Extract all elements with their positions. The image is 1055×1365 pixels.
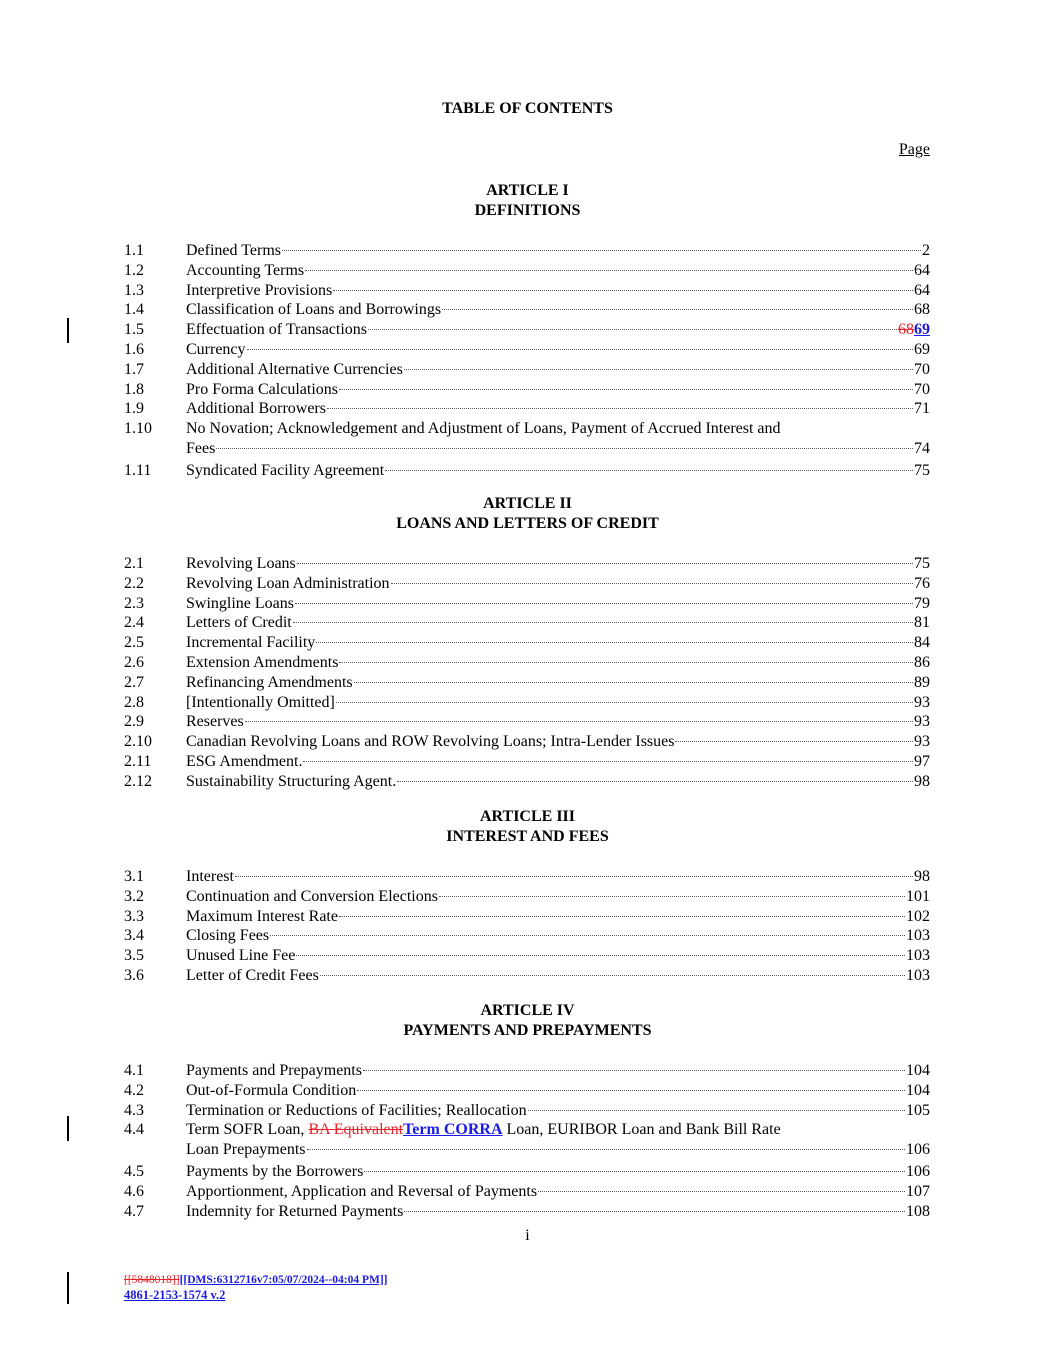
toc-entry[interactable] bbox=[124, 732, 930, 752]
dot-leader bbox=[391, 583, 913, 584]
page-ref[interactable]: 101 bbox=[906, 887, 930, 905]
article-label: ARTICLE III bbox=[479, 808, 576, 825]
section-number: 3.3 bbox=[124, 907, 144, 925]
section-number: 2.11 bbox=[124, 752, 152, 770]
title-suffix: Loan, EURIBOR Loan and Bank Bill Rate bbox=[502, 1121, 781, 1139]
toc-entry[interactable] bbox=[124, 399, 930, 419]
section-title[interactable]: Interest bbox=[186, 868, 234, 885]
dot-leader bbox=[354, 682, 913, 683]
change-bar-footer bbox=[67, 1272, 69, 1304]
document-footer bbox=[124, 1273, 388, 1303]
toc-entry[interactable] bbox=[124, 281, 930, 301]
page-ref[interactable]: 104 bbox=[906, 1062, 930, 1079]
dot-leader bbox=[235, 876, 913, 877]
section-title-line2[interactable]: Loan Prepayments bbox=[186, 1141, 306, 1159]
section-number: 1.1 bbox=[124, 242, 144, 259]
dot-leader bbox=[404, 1211, 905, 1212]
section-number: 2.5 bbox=[124, 634, 144, 652]
dot-leader bbox=[538, 1191, 905, 1192]
dot-leader bbox=[339, 662, 913, 663]
page-ref[interactable]: 68 bbox=[914, 301, 930, 319]
toc-entry[interactable] bbox=[124, 1081, 930, 1101]
toc-entry[interactable] bbox=[124, 554, 930, 574]
article-label: ARTICLE I bbox=[486, 182, 569, 199]
toc-entry[interactable] bbox=[124, 712, 930, 732]
page-ref[interactable]: 74 bbox=[914, 439, 930, 457]
section-number: 4.5 bbox=[124, 1162, 144, 1180]
deleted-page-ref: 68 bbox=[898, 321, 914, 339]
section-title[interactable]: Unused Line Fee bbox=[186, 947, 296, 965]
section-title[interactable]: Additional Alternative Currencies bbox=[186, 360, 403, 378]
article-4-heading bbox=[0, 1001, 1055, 1041]
section-number: 2.6 bbox=[124, 653, 144, 671]
toc-entry[interactable] bbox=[124, 261, 930, 281]
section-title[interactable]: Interpretive Provisions bbox=[186, 281, 333, 299]
dot-leader bbox=[293, 622, 913, 623]
dot-leader bbox=[364, 1171, 905, 1172]
toc-title: TABLE OF CONTENTS bbox=[442, 100, 613, 117]
page-ref[interactable] bbox=[898, 320, 930, 340]
section-title[interactable]: [Intentionally Omitted] bbox=[186, 693, 335, 711]
section-title-line2[interactable]: Fees bbox=[186, 439, 216, 457]
deleted-text: BA Equivalent bbox=[308, 1121, 404, 1139]
section-number: 1.5 bbox=[124, 321, 144, 339]
section-title[interactable]: Payments and Prepayments bbox=[186, 1062, 362, 1079]
section-title[interactable]: Additional Borrowers bbox=[186, 400, 326, 418]
section-title[interactable]: Accounting Terms bbox=[186, 261, 305, 279]
page-ref[interactable]: 97 bbox=[914, 752, 930, 770]
toc-entry[interactable] bbox=[124, 380, 930, 400]
section-title[interactable]: Extension Amendments bbox=[186, 653, 339, 671]
section-title[interactable]: Closing Fees bbox=[186, 927, 270, 945]
section-number: 4.4 bbox=[124, 1121, 144, 1139]
section-title[interactable]: Continuation and Conversion Elections bbox=[186, 887, 438, 905]
page-ref[interactable]: 64 bbox=[914, 281, 930, 299]
section-number: 3.1 bbox=[124, 868, 144, 885]
section-number: 1.10 bbox=[124, 420, 152, 438]
article-name: LOANS AND LETTERS OF CREDIT bbox=[396, 515, 659, 532]
dot-leader bbox=[333, 290, 913, 291]
toc-entry[interactable] bbox=[124, 966, 930, 986]
inserted-doc-id[interactable]: [[DMS:6312716v7:05/07/2024--04:04 PM]] bbox=[179, 1274, 388, 1286]
toc-entry[interactable] bbox=[124, 946, 930, 966]
page-ref[interactable]: 81 bbox=[914, 614, 930, 632]
page-ref[interactable]: 98 bbox=[914, 772, 930, 790]
section-number: 4.1 bbox=[124, 1062, 144, 1079]
dot-leader bbox=[528, 1110, 905, 1111]
page-ref[interactable]: 64 bbox=[914, 261, 930, 279]
dot-leader bbox=[442, 309, 913, 310]
toc-entry[interactable] bbox=[124, 887, 930, 907]
section-title[interactable]: Payments by the Borrowers bbox=[186, 1162, 364, 1180]
toc-entry[interactable] bbox=[124, 300, 930, 320]
section-title[interactable]: Letters of Credit bbox=[186, 614, 292, 632]
dot-leader bbox=[675, 741, 913, 742]
dot-leader bbox=[307, 1149, 905, 1150]
dot-leader bbox=[439, 896, 905, 897]
dot-leader bbox=[247, 349, 913, 350]
page-ref[interactable]: 86 bbox=[914, 653, 930, 671]
toc-entry[interactable] bbox=[124, 926, 930, 946]
dot-leader bbox=[297, 563, 913, 564]
toc-entry[interactable] bbox=[124, 673, 930, 693]
section-title[interactable]: Sustainability Structuring Agent. bbox=[186, 772, 397, 790]
section-title-line1[interactable] bbox=[186, 1120, 930, 1140]
deleted-doc-id: [[5848018]] bbox=[124, 1274, 180, 1286]
section-number: 2.9 bbox=[124, 713, 144, 731]
dot-leader bbox=[303, 761, 913, 762]
section-number: 2.12 bbox=[124, 772, 152, 790]
page-ref[interactable]: 103 bbox=[906, 927, 930, 945]
article-name: INTEREST AND FEES bbox=[446, 828, 609, 845]
toc-entry[interactable] bbox=[124, 613, 930, 633]
page-ref[interactable]: 71 bbox=[914, 400, 930, 418]
toc-entry-multiline[interactable] bbox=[124, 419, 930, 459]
section-number: 3.4 bbox=[124, 927, 144, 945]
toc-entry[interactable] bbox=[124, 1061, 930, 1081]
section-number: 1.11 bbox=[124, 461, 152, 479]
article-3-heading bbox=[0, 807, 1055, 847]
dot-leader bbox=[363, 1070, 905, 1071]
toc-entry[interactable] bbox=[124, 1101, 930, 1121]
dot-leader bbox=[385, 470, 913, 471]
section-title-line1[interactable]: No Novation; Acknowledgement and Adjustment of Loans, Payment of Accrued Interest and bbox=[186, 420, 781, 438]
page-ref[interactable]: 89 bbox=[914, 673, 930, 691]
section-title[interactable]: Maximum Interest Rate bbox=[186, 907, 338, 925]
dot-leader bbox=[216, 448, 913, 449]
section-number: 2.10 bbox=[124, 733, 152, 751]
section-number: 2.1 bbox=[124, 555, 144, 572]
page-ref[interactable]: 84 bbox=[914, 634, 930, 652]
dot-leader bbox=[339, 389, 913, 390]
page-ref[interactable]: 104 bbox=[906, 1081, 930, 1099]
section-title[interactable]: Classification of Loans and Borrowings bbox=[186, 301, 442, 319]
toc-entry[interactable] bbox=[124, 752, 930, 772]
page-ref[interactable]: 103 bbox=[906, 966, 930, 984]
article-1-heading bbox=[0, 181, 1055, 221]
page-ref[interactable]: 70 bbox=[914, 380, 930, 398]
dot-leader bbox=[305, 270, 913, 271]
dot-leader bbox=[368, 329, 897, 330]
toc-entry[interactable] bbox=[124, 1202, 930, 1222]
section-number: 1.7 bbox=[124, 360, 144, 378]
article-2-entries bbox=[124, 554, 930, 792]
page-column-header: Page bbox=[898, 141, 930, 158]
page-ref[interactable]: 70 bbox=[914, 360, 930, 378]
section-number: 1.9 bbox=[124, 400, 144, 418]
title-prefix: Term SOFR Loan, bbox=[186, 1121, 309, 1139]
toc-entry[interactable] bbox=[124, 574, 930, 594]
page-ref[interactable]: 93 bbox=[914, 733, 930, 751]
section-number: 4.3 bbox=[124, 1101, 144, 1119]
section-number: 4.2 bbox=[124, 1081, 144, 1099]
page-ref[interactable]: 108 bbox=[906, 1202, 930, 1220]
toc-entry[interactable] bbox=[124, 461, 930, 481]
section-number: 2.4 bbox=[124, 614, 144, 632]
dot-leader bbox=[245, 721, 913, 722]
page-ref[interactable]: 107 bbox=[906, 1182, 930, 1200]
toc-entry[interactable] bbox=[124, 693, 930, 713]
section-title[interactable]: Defined Terms bbox=[186, 242, 281, 259]
section-number: 2.8 bbox=[124, 693, 144, 711]
section-title[interactable]: Swingline Loans bbox=[186, 594, 294, 612]
dot-leader bbox=[404, 369, 913, 370]
dot-leader bbox=[296, 955, 905, 956]
article-name: DEFINITIONS bbox=[474, 202, 581, 219]
page-ref[interactable]: 105 bbox=[906, 1101, 930, 1119]
page-ref[interactable]: 98 bbox=[914, 868, 930, 885]
toc-entry[interactable] bbox=[124, 653, 930, 673]
toc-entry[interactable] bbox=[124, 340, 930, 360]
dot-leader bbox=[295, 603, 913, 604]
page-number: i bbox=[525, 1227, 530, 1244]
section-title[interactable]: Letter of Credit Fees bbox=[186, 966, 319, 984]
section-number: 2.2 bbox=[124, 574, 144, 592]
section-title[interactable]: Apportionment, Application and Reversal of Payments bbox=[186, 1182, 538, 1200]
toc-entry[interactable] bbox=[124, 1162, 930, 1182]
section-title[interactable]: Currency bbox=[186, 340, 246, 358]
section-title[interactable]: Pro Forma Calculations bbox=[186, 380, 338, 398]
section-title[interactable]: Termination or Reductions of Facilities; Reallocation bbox=[186, 1101, 527, 1119]
toc-entry[interactable] bbox=[124, 633, 930, 653]
article-1-entries bbox=[124, 241, 930, 481]
article-label: ARTICLE IV bbox=[480, 1002, 575, 1019]
section-title[interactable]: Incremental Facility bbox=[186, 634, 316, 652]
section-number: 3.6 bbox=[124, 966, 144, 984]
toc-entry-revised[interactable] bbox=[124, 320, 930, 340]
toc-entry[interactable] bbox=[124, 241, 930, 261]
inserted-text[interactable]: Term CORRA bbox=[403, 1121, 503, 1139]
section-title[interactable]: Refinancing Amendments bbox=[186, 673, 353, 691]
toc-entry[interactable] bbox=[124, 867, 930, 887]
page-ref[interactable]: 79 bbox=[914, 594, 930, 612]
section-number: 1.2 bbox=[124, 261, 144, 279]
section-number: 1.6 bbox=[124, 340, 144, 358]
page-ref[interactable]: 93 bbox=[914, 693, 930, 711]
page-ref[interactable]: 103 bbox=[906, 947, 930, 965]
page-ref[interactable]: 76 bbox=[914, 574, 930, 592]
page-ref[interactable]: 75 bbox=[914, 461, 930, 479]
section-title[interactable]: Reserves bbox=[186, 713, 244, 731]
dot-leader bbox=[336, 702, 913, 703]
section-title[interactable]: Revolving Loan Administration bbox=[186, 574, 390, 592]
page-ref[interactable]: 2 bbox=[922, 242, 930, 259]
toc-entry[interactable] bbox=[124, 1182, 930, 1202]
footer-id-line bbox=[124, 1273, 388, 1288]
toc-entry[interactable] bbox=[124, 594, 930, 614]
section-number: 3.5 bbox=[124, 947, 144, 965]
section-number: 1.4 bbox=[124, 301, 144, 319]
dot-leader bbox=[316, 642, 913, 643]
section-number: 4.6 bbox=[124, 1182, 144, 1200]
section-title[interactable]: Indemnity for Returned Payments bbox=[186, 1202, 404, 1220]
article-2-heading bbox=[0, 494, 1055, 534]
page-ref[interactable]: 106 bbox=[906, 1141, 930, 1159]
section-number: 1.3 bbox=[124, 281, 144, 299]
dot-leader bbox=[397, 781, 913, 782]
inserted-page-ref[interactable]: 69 bbox=[914, 321, 930, 339]
page-ref[interactable]: 75 bbox=[914, 555, 930, 572]
section-number: 4.7 bbox=[124, 1202, 144, 1220]
section-title[interactable]: Out-of-Formula Condition bbox=[186, 1081, 357, 1099]
toc-entry[interactable] bbox=[124, 360, 930, 380]
section-number: 3.2 bbox=[124, 887, 144, 905]
section-title[interactable]: Revolving Loans bbox=[186, 555, 296, 572]
section-number: 2.7 bbox=[124, 673, 144, 691]
dot-leader bbox=[320, 975, 905, 976]
section-title[interactable]: ESG Amendment. bbox=[186, 752, 303, 770]
page-ref[interactable]: 93 bbox=[914, 713, 930, 731]
article-name: PAYMENTS AND PREPAYMENTS bbox=[403, 1022, 652, 1039]
section-title[interactable]: Canadian Revolving Loans and ROW Revolving Loans; Intra-Lender Issues bbox=[186, 733, 675, 751]
toc-entry[interactable] bbox=[124, 907, 930, 927]
section-number: 1.8 bbox=[124, 380, 144, 398]
page-ref[interactable]: 106 bbox=[906, 1162, 930, 1180]
article-3-entries bbox=[124, 867, 930, 986]
dot-leader bbox=[339, 916, 905, 917]
toc-entry-revised-multiline[interactable] bbox=[124, 1120, 930, 1160]
page-ref[interactable]: 69 bbox=[914, 340, 930, 358]
change-bar-4-4 bbox=[67, 1116, 69, 1141]
doc-number[interactable]: 4861-2153-1574 v.2 bbox=[124, 1288, 226, 1302]
article-label: ARTICLE II bbox=[483, 495, 572, 512]
dot-leader bbox=[270, 935, 905, 936]
toc-entry[interactable] bbox=[124, 772, 930, 792]
change-bar-1-5 bbox=[67, 318, 69, 343]
page-ref[interactable]: 102 bbox=[906, 907, 930, 925]
section-title[interactable]: Syndicated Facility Agreement bbox=[186, 461, 385, 479]
dot-leader bbox=[282, 250, 921, 251]
dot-leader bbox=[327, 408, 913, 409]
dot-leader bbox=[357, 1090, 905, 1091]
section-number: 2.3 bbox=[124, 594, 144, 612]
article-4-entries bbox=[124, 1061, 930, 1221]
section-title[interactable]: Effectuation of Transactions bbox=[186, 321, 368, 339]
